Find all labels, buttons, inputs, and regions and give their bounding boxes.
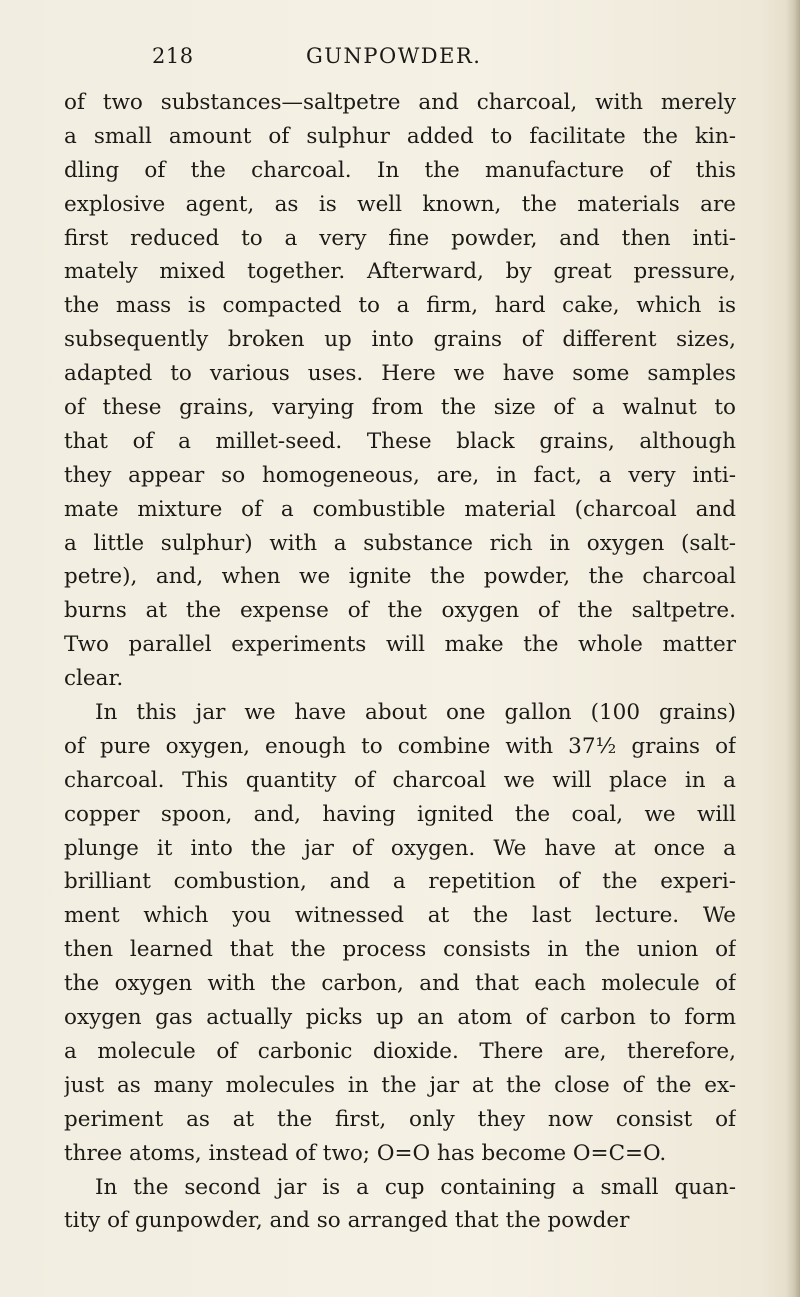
text-line: Two parallel experiments will make the whole matter: [64, 632, 736, 658]
text-line: oxygen gas actually picks up an atom of carbon to form: [64, 1005, 736, 1031]
text-line: explosive agent, as is well known, the materials are: [64, 191, 736, 217]
text-line: petre), and, when we ignite the powder, the charcoal: [64, 564, 736, 590]
text-line: the oxygen with the carbon, and that each molecule of: [64, 971, 736, 997]
text-line: plunge it into the jar of oxygen. We have at once a: [64, 835, 736, 861]
text-line: of pure oxygen, enough to combine with 37½ grains of: [64, 733, 736, 759]
text-line: ment which you witnessed at the last lecture. We: [64, 903, 736, 929]
text-line: subsequently broken up into grains of different sizes,: [64, 327, 736, 353]
text-line: a molecule of carbonic dioxide. There are, therefore,: [64, 1038, 736, 1064]
text-line: that of a millet-seed. These black grains, although: [64, 428, 736, 454]
running-title: GUNPOWDER.: [306, 44, 482, 68]
text-line: then learned that the process consists in the union of: [64, 937, 736, 963]
text-line: just as many molecules in the jar at the close of the ex-: [64, 1072, 736, 1098]
text-line: tity of gunpowder, and so arranged that the powder: [64, 1208, 630, 1234]
text-line: they appear so homogeneous, are, in fact, a very inti-: [64, 462, 736, 488]
text-line: first reduced to a very fine powder, and then inti-: [64, 225, 736, 251]
text-line: of these grains, varying from the size of a walnut to: [64, 395, 736, 421]
text-line: three atoms, instead of two; O=O has become O=C=O.: [64, 1140, 667, 1166]
running-head: [0, 44, 800, 78]
body-text: [64, 86, 736, 1238]
text-line: a small amount of sulphur added to facilitate the kin-: [64, 123, 736, 149]
text-line: of two substances—saltpetre and charcoal, with merely: [64, 90, 736, 115]
text-line: a little sulphur) with a substance rich in oxygen (salt-: [64, 530, 736, 556]
text-line: charcoal. This quantity of charcoal we will place in a: [64, 767, 736, 793]
text-line: brilliant combustion, and a repetition of the experi-: [64, 869, 736, 895]
text-line: In this jar we have about one gallon (100 grains): [95, 700, 736, 726]
text-line: In the second jar is a cup containing a small quan-: [95, 1174, 736, 1200]
text-line: dling of the charcoal. In the manufacture of this: [64, 157, 736, 183]
page-number: 218: [152, 44, 194, 68]
text-line: mate mixture of a combustible material (charcoal and: [64, 496, 736, 522]
text-line: burns at the expense of the oxygen of the saltpetre.: [64, 598, 736, 624]
text-line: the mass is compacted to a firm, hard cake, which is: [64, 293, 736, 319]
text-line: copper spoon, and, having ignited the coal, we will: [64, 801, 736, 827]
text-line: clear.: [64, 666, 124, 692]
text-line: mately mixed together. Afterward, by great pressure,: [64, 259, 736, 285]
text-line: periment as at the first, only they now consist of: [64, 1106, 736, 1132]
page-edge-shadow: [786, 0, 800, 1297]
text-line: adapted to various uses. Here we have some samples: [64, 361, 736, 387]
